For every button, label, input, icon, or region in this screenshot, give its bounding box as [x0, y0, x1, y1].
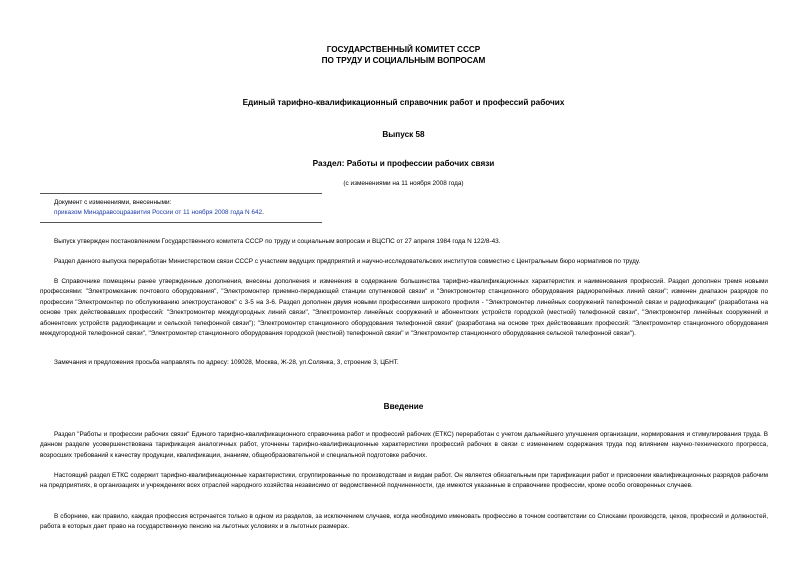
paragraph-approval: Выпуск утвержден постановлением Государственного комитета СССР по труду и социальным вопросам и ВЦСПС от 27 апреля 1984 года N 122/8-43. — [54, 238, 501, 245]
paragraph-contents: В Справочнике помещены ранее утвержденные дополнения, внесены дополнения и изменения в содержание большинства тарифно-квалификационных характеристик и наименования профессий. Раздел дополнен тремя новыми профессиями: "Электромеханик почтового оборудования", "Электромонтер приемно-передающей станции спутниковой связи" и "Электромонтер станционного оборудования радиорелейных линий связи"; изменен диапазон разрядов по профессии "Электромонтер по обслуживанию электроустановок" с 3-5 на 3-6. Раздел дополнен двумя новыми профессиями широкого профиля - "Электромонтер линейных сооружений телефонной связи и радиофикации" (разработана на основе трех действовавших профессий: "Электромонтер междугородных линий связи", "Электромонтер линейных сооружений и абонентских устройств городской (местной) телефонной связи", "Электромонтер линейных сооружений и абонентских устройств радиофикации и сельской телефонной связи"); "Электромонтер станционного оборудования телефонной связи" (разработана на основе трех действовавших профессий: "Электромонтер станционного оборудования междугородной телефонной связи", "Электромонтер станционного оборудования городской (местной) телефонной связи" и "Электромонтер станционного оборудования сельской телефонной связи"). — [40, 278, 768, 338]
introduction-paragraph: Раздел "Работы и профессии рабочих связи" Единого тарифно-квалификационного справочника работ и профессий рабочих (ЕТКС) переработан с учетом дальнейшего улучшения организации, нормирования и стимулирования труда. В данном разделе усовершенствована тарификация аналогичных работ, уточнены тарифно-квалификационные характеристики профессий рабочих в связи с изменением содержания труда под влиянием научно-технического прогресса, возросших требований к качеству продукции, квалификации, знаниям, общеобразовательной и специальной подготовке рабочих. — [40, 431, 768, 459]
amendment-label: Документ с изменениями, внесенными: — [54, 199, 172, 206]
amendment-note — [54, 198, 264, 218]
introduction-paragraph: Настоящий раздел ЕТКС содержит тарифно-квалификационные характеристики, сгруппированные по производствам и видам работ. Он является обязательным при тарификации работ и присвоении квалификационных разрядов рабочим на предприятиях, в организациях и учреждениях всех отраслей народного хозяйства независимо от ведомственной подчиненности, где имеются указанные в справочнике профессии, кроме особо оговоренных случаев. — [40, 472, 768, 490]
introduction-heading: Введение — [383, 402, 424, 411]
organization-heading — [0, 44, 807, 66]
changes-note: (с изменениями на 11 ноября 2008 года) — [343, 180, 464, 187]
amendment-link-line — [54, 208, 264, 218]
document-title: Единый тарифно-квалификационный справочник работ и профессий рабочих — [242, 98, 565, 107]
issue-number: Выпуск 58 — [382, 130, 425, 139]
amendment-link[interactable]: приказом Минздравсоцразвития России от 11 ноября 2008 года N 642 — [54, 209, 263, 216]
section-title: Раздел: Работы и профессии рабочих связи — [312, 159, 495, 168]
org-line-2: ПО ТРУДУ И СОЦИАЛЬНЫМ ВОПРОСАМ — [321, 56, 486, 65]
introduction-paragraph: В сборнике, как правило, каждая профессия встречается только в одном из разделов, за исключением случаев, когда необходимо именовать профессию в точном соответствии со Списками производств, цехов, профессий и должностей, работа в которых дает право на государственную пенсию на льготных условиях и в льготных размерах. — [40, 513, 768, 531]
divider-top — [40, 193, 322, 194]
divider-bottom — [40, 222, 322, 223]
paragraph-revision: Раздел данного выпуска переработан Министерством связи СССР с участием ведущих предприятий и научно-исследовательских институтов совместно с Центральным бюро нормативов по труду. — [54, 258, 641, 265]
org-line-1: ГОСУДАРСТВЕННЫЙ КОМИТЕТ СССР — [326, 45, 481, 54]
amendment-link-suffix: . — [262, 209, 264, 216]
paragraph-address: Замечания и предложения просьба направлять по адресу: 109028, Москва, Ж-28, ул.Солянка, 3, строение 3, ЦБНТ. — [54, 359, 399, 366]
